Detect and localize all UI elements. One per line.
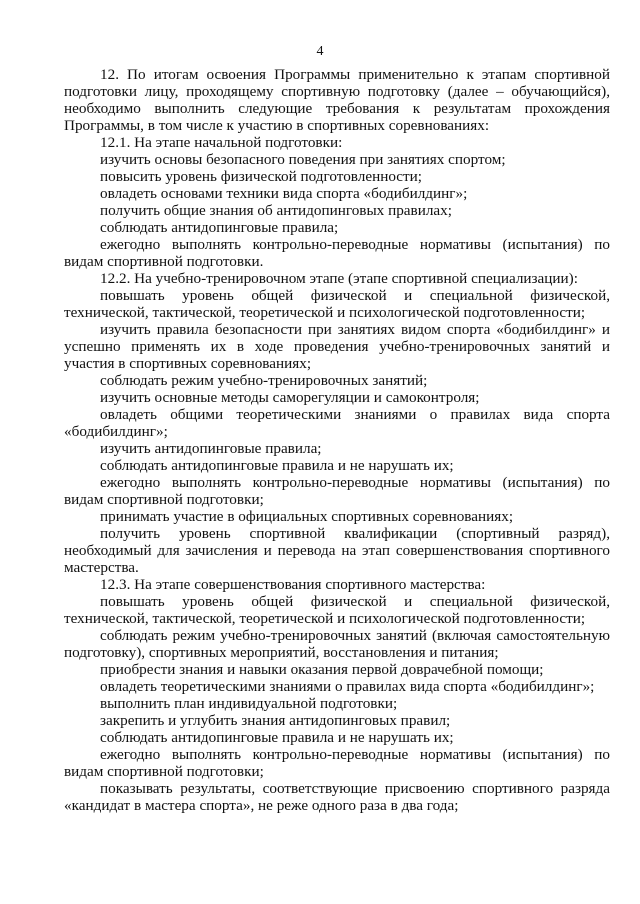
list-item: закрепить и углубить знания антидопинговых правил;	[100, 712, 451, 729]
page-number: 4	[316, 44, 324, 59]
list-item: повысить уровень физической подготовленности;	[100, 168, 423, 185]
list-item: повышать уровень общей физической и специальной физической, технической, тактической, теоретической и психологической подготовленности;	[64, 593, 610, 627]
subsection-12-1-heading: 12.1. На этапе начальной подготовки:	[100, 134, 343, 151]
list-item: принимать участие в официальных спортивных соревнованиях;	[100, 508, 514, 525]
list-item: овладеть основами техники вида спорта «бодибилдинг»;	[100, 185, 468, 202]
list-item: показывать результаты, соответствующие присвоению спортивного разряда «кандидат в мастера спорта», не реже одного раза в два года;	[64, 780, 610, 814]
list-item: соблюдать режим учебно-тренировочных занятий;	[100, 372, 428, 389]
list-item: выполнить план индивидуальной подготовки;	[100, 695, 398, 712]
list-item: соблюдать антидопинговые правила и не нарушать их;	[100, 729, 454, 746]
subsection-12-2-heading: 12.2. На учебно-тренировочном этапе (этапе спортивной специализации):	[100, 270, 578, 287]
list-item: повышать уровень общей физической и специальной физической, технической, тактической, теоретической и психологической подготовленности;	[64, 287, 610, 321]
list-item: ежегодно выполнять контрольно-переводные нормативы (испытания) по видам спортивной подготовки;	[64, 746, 610, 780]
subsection-12-3-heading: 12.3. На этапе совершенствования спортивного мастерства:	[100, 576, 486, 593]
paragraph-12-intro: 12. По итогам освоения Программы применительно к этапам спортивной подготовки лицу, проходящему спортивную подготовку (далее – обучающийся), необходимо выполнить следующие требования к результатам прохождения Программы, в том числе к участию в спортивных соревнованиях:	[64, 66, 610, 134]
list-item: соблюдать антидопинговые правила и не нарушать их;	[100, 457, 454, 474]
list-item: овладеть теоретическими знаниями о правилах вида спорта «бодибилдинг»;	[100, 678, 595, 695]
list-item: получить уровень спортивной квалификации (спортивный разряд), необходимый для зачисления и перевода на этап совершенствования спортивного мастерства.	[64, 525, 610, 576]
document-body	[64, 66, 610, 814]
list-item: ежегодно выполнять контрольно-переводные нормативы (испытания) по видам спортивной подготовки;	[64, 474, 610, 508]
list-item: изучить основные методы саморегуляции и самоконтроля;	[100, 389, 480, 406]
list-item: ежегодно выполнять контрольно-переводные нормативы (испытания) по видам спортивной подготовки.	[64, 236, 610, 270]
list-item: соблюдать антидопинговые правила;	[100, 219, 339, 236]
list-item: получить общие знания об антидопинговых правилах;	[100, 202, 452, 219]
list-item: соблюдать режим учебно-тренировочных занятий (включая самостоятельную подготовку), спортивных мероприятий, восстановления и питания;	[64, 627, 610, 661]
list-item: овладеть общими теоретическими знаниями о правилах вида спорта «бодибилдинг»;	[64, 406, 610, 440]
list-item: изучить основы безопасного поведения при занятиях спортом;	[100, 151, 506, 168]
list-item: изучить правила безопасности при занятиях видом спорта «бодибилдинг» и успешно применять их в ходе проведения учебно-тренировочных занятий и участия в спортивных соревнованиях;	[64, 321, 610, 372]
list-item: изучить антидопинговые правила;	[100, 440, 322, 457]
list-item: приобрести знания и навыки оказания первой доврачебной помощи;	[100, 661, 544, 678]
